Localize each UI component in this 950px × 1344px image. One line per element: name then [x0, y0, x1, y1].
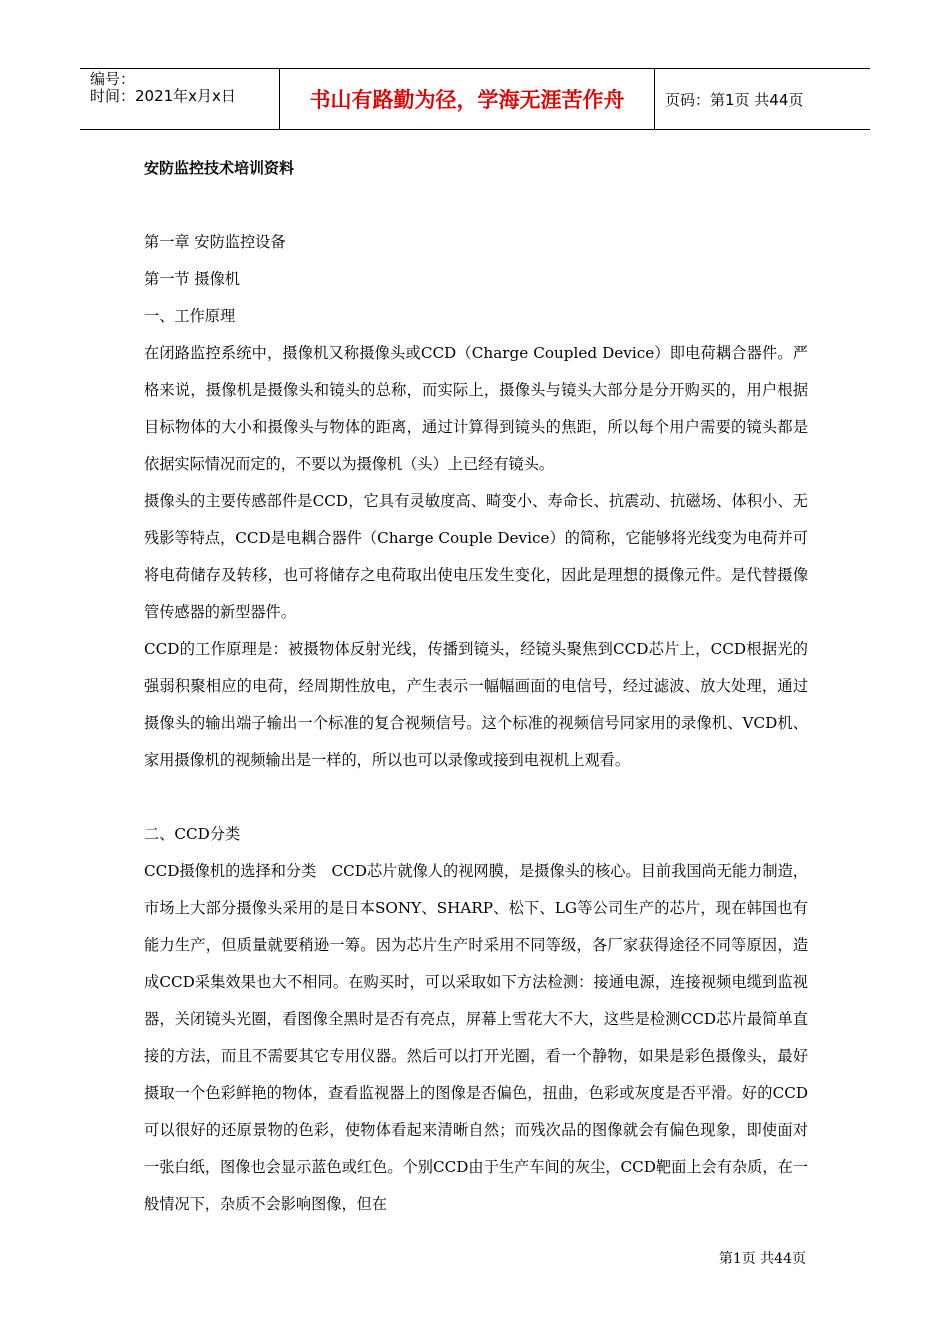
document-body — [144, 150, 808, 1223]
paragraph-3: CCD的工作原理是：被摄物体反射光线，传播到镜头，经镜头聚焦到CCD芯片上，CCD根据光的强弱积聚相应的电荷，经周期性放电，产生表示一幅幅画面的电信号，经过滤波、放大处理，通过摄像头的输出端子输出一个标准的复合视频信号。这个标准的视频信号同家用的录像机、VCD机、家用摄像机的视频输出是一样的，所以也可以录像或接到电视机上观看。 — [144, 640, 808, 769]
chapter-heading: 第一章 安防监控设备 — [144, 233, 286, 251]
spacer — [144, 779, 808, 816]
header-page-info: 页码：第1页 共44页 — [665, 90, 804, 109]
paragraph-2: 摄像头的主要传感部件是CCD，它具有灵敏度高、畸变小、寿命长、抗震动、抗磁场、体积小、无残影等特点，CCD是电耦合器件（Charge Couple Device）的简称，它能够将光线变为电荷并可将电荷储存及转移，也可将储存之电荷取出使电压发生变化，因此是理想的摄像元件。是代替摄像管传感器的新型器件。 — [144, 492, 808, 621]
header-meta — [80, 69, 280, 129]
subsection-heading-2: 二、CCD分类 — [144, 825, 241, 843]
paragraph-1: 在闭路监控系统中，摄像机又称摄像头或CCD（Charge Coupled Device）即电荷耦合器件。严格来说，摄像机是摄像头和镜头的总称，而实际上，摄像头与镜头大部分是分开购买的，用户根据目标物体的大小和摄像头与物体的距离，通过计算得到镜头的焦距，所以每个用户需要的镜头都是依据实际情况而定的，不要以为摄像机（头）上已经有镜头。 — [144, 344, 808, 473]
time-label: 时间：2021年x月x日 — [90, 87, 236, 105]
page-header — [80, 68, 870, 130]
page-footer: 第1页 共44页 — [718, 1251, 806, 1267]
document-title: 安防监控技术培训资料 — [144, 159, 295, 177]
section-heading: 第一节 摄像机 — [144, 270, 240, 288]
subsection-heading-1: 一、工作原理 — [144, 307, 236, 325]
header-motto: 书山有路勤为径，学海无涯苦作舟 — [280, 69, 655, 129]
number-label: 编号： — [90, 70, 136, 88]
paragraph-4: CCD摄像机的选择和分类 CCD芯片就像人的视网膜，是摄像头的核心。目前我国尚无能力制造，市场上大部分摄像头采用的是日本SONY、SHARP、松下、LG等公司生产的芯片，现在韩国也有能力生产，但质量就要稍逊一筹。因为芯片生产时采用不同等级，各厂家获得途径不同等原因，造成CCD采集效果也大不相同。在购买时，可以采取如下方法检测：接通电源，连接视频电缆到监视器，关闭镜头光圈，看图像全黑时是否有亮点，屏幕上雪花大不大，这些是检测CCD芯片最简单直接的方法，而且不需要其它专用仪器。然后可以打开光圈，看一个静物，如果是彩色摄像头，最好摄取一个色彩鲜艳的物体，查看监视器上的图像是否偏色，扭曲，色彩或灰度是否平滑。好的CCD可以很好的还原景物的色彩，使物体看起来清晰自然；而残次品的图像就会有偏色现象，即使面对一张白纸，图像也会显示蓝色或红色。个别CCD由于生产车间的灰尘，CCD靶面上会有杂质，在一般情况下，杂质不会影响图像，但在 — [144, 862, 808, 1213]
